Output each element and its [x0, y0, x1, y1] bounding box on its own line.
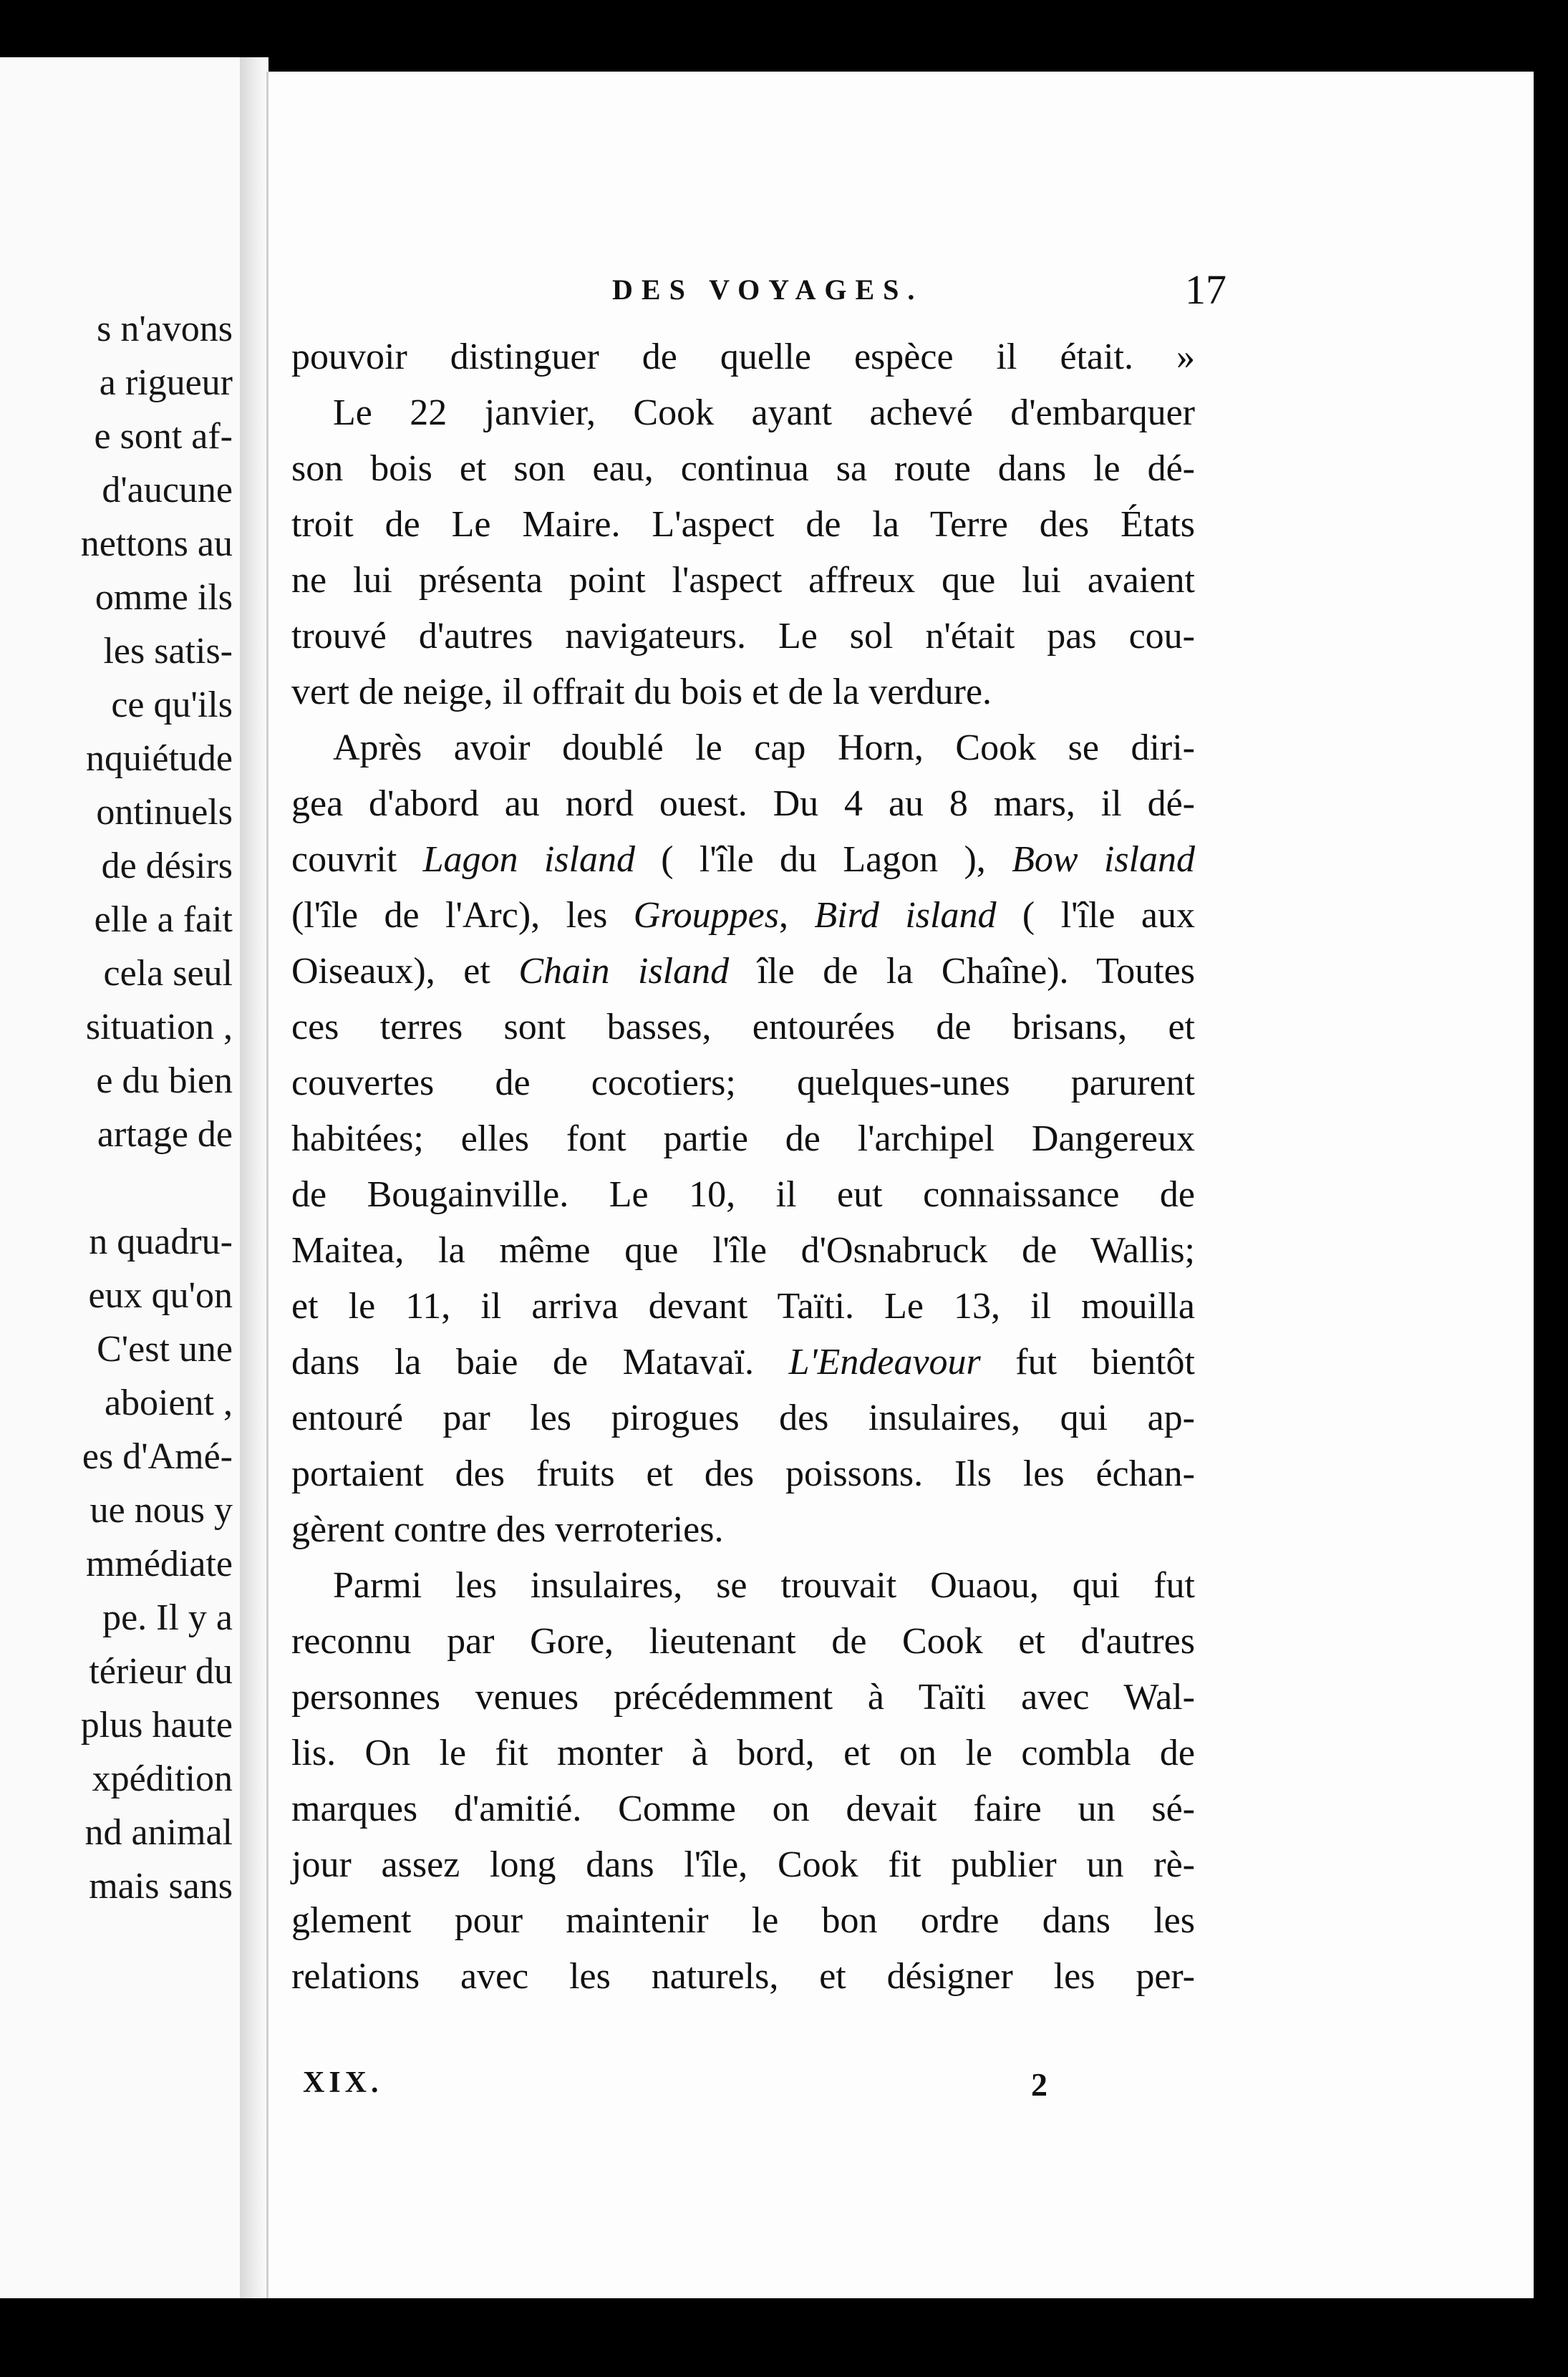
previous-page-line: ce qu'ils	[111, 684, 233, 725]
text-segment: pouvoir distinguer de quelle espèce il était. »	[291, 337, 1195, 377]
text-line	[291, 1502, 1195, 1558]
text-segment: personnes venues précédemment à Taïti avec Wal-	[291, 1677, 1195, 1718]
previous-page-line: ontinuels	[96, 792, 233, 833]
italic-ship-name: L'Endeavour	[788, 1342, 981, 1383]
text-segment: ne lui présenta point l'aspect affreux que lui avaient	[291, 560, 1195, 601]
previous-page-line: artage de	[97, 1114, 233, 1155]
previous-page-line: a rigueur	[99, 362, 233, 403]
text-segment: Maitea, la même que l'île d'Osnabruck de Wallis;	[291, 1230, 1195, 1271]
text-segment: fut bientôt	[980, 1342, 1196, 1383]
text-segment: jour assez long dans l'île, Cook fit publier un rè-	[291, 1844, 1195, 1885]
text-line	[291, 441, 1195, 497]
text-line	[291, 329, 1195, 385]
gathering-number: 2	[1031, 2066, 1047, 2103]
text-line	[291, 1335, 1195, 1390]
text-segment: couvertes de cocotiers; quelques-unes parurent	[291, 1062, 1195, 1103]
previous-page-line: nettons au	[80, 523, 233, 564]
text-segment: marques d'amitié. Comme on devait faire un sé-	[291, 1788, 1195, 1829]
text-line	[291, 1279, 1195, 1335]
text-line	[291, 776, 1195, 832]
text-segment: (l'île de l'Arc), les	[291, 895, 634, 936]
text-line	[291, 1446, 1195, 1502]
text-line	[291, 1055, 1195, 1111]
previous-page-line: eux qu'on	[88, 1275, 233, 1316]
text-segment: trouvé d'autres navigateurs. Le sol n'était pas cou-	[291, 616, 1195, 657]
text-segment: ,	[778, 895, 815, 936]
text-line	[291, 1670, 1195, 1725]
previous-page-line: omme ils	[95, 577, 233, 618]
text-segment: Après avoir doublé le cap Horn, Cook se diri-	[333, 727, 1195, 768]
text-line	[291, 832, 1195, 888]
previous-page-line: pe. Il y a	[102, 1597, 233, 1638]
text-segment: troit de Le Maire. L'aspect de la Terre des États	[291, 504, 1195, 545]
previous-page-fragment	[0, 57, 240, 2298]
previous-page-line: de désirs	[101, 846, 233, 886]
text-line	[291, 664, 1195, 720]
previous-page-line: d'aucune	[102, 470, 233, 510]
previous-page-line: ue nous y	[89, 1490, 233, 1531]
text-line	[291, 1949, 1195, 2005]
text-segment: portaient des fruits et des poissons. Ils les échan-	[291, 1453, 1195, 1494]
text-segment: dans la baie de Matavaï.	[291, 1342, 789, 1383]
text-line	[291, 385, 1195, 441]
previous-page-line: cela seul	[103, 953, 233, 994]
text-segment: vert de neige, il offrait du bois et de la verdure.	[291, 672, 992, 712]
italic-island-name: Lagon island	[422, 839, 635, 880]
text-line	[291, 1725, 1195, 1781]
italic-island-name: Chain island	[518, 951, 730, 992]
text-line	[291, 1837, 1195, 1893]
text-segment: île de la Chaîne). Toutes	[729, 951, 1195, 992]
previous-page-line: C'est une	[97, 1329, 233, 1370]
text-line	[291, 999, 1195, 1055]
previous-page-line: nd animal	[84, 1812, 233, 1853]
text-segment: lis. On le fit monter à bord, et on le combla de	[291, 1733, 1195, 1773]
signature-mark: XIX.	[303, 2066, 383, 2099]
text-segment: entouré par les pirogues des insulaires, qui ap-	[291, 1398, 1195, 1438]
italic-island-name: Grouppes	[633, 895, 779, 936]
text-line	[291, 720, 1195, 776]
text-segment: gea d'abord au nord ouest. Du 4 au 8 mars, il dé-	[291, 783, 1195, 824]
text-segment: gèrent contre des verroteries.	[291, 1509, 724, 1550]
previous-page-line: les satis-	[103, 631, 233, 672]
previous-page-line: e du bien	[96, 1060, 233, 1101]
text-segment: reconnu par Gore, lieutenant de Cook et d'autres	[291, 1621, 1195, 1662]
text-line	[291, 1614, 1195, 1670]
text-line	[291, 1167, 1195, 1223]
text-line	[291, 497, 1195, 553]
previous-page-line: elle a fait	[94, 899, 233, 940]
italic-island-name: Bird island	[814, 895, 997, 936]
previous-page-line: mais sans	[89, 1866, 233, 1907]
previous-page-line: e sont af-	[94, 416, 233, 457]
current-page	[266, 72, 1534, 2298]
text-line	[291, 1893, 1195, 1949]
running-head-title: DES VOYAGES.	[612, 273, 924, 306]
previous-page-line: mmédiate	[85, 1544, 233, 1584]
text-segment: son bois et son eau, continua sa route dans le dé-	[291, 448, 1195, 489]
previous-page-line: xpédition	[92, 1758, 233, 1799]
text-segment: ( l'île aux	[996, 895, 1195, 936]
text-segment: ( l'île du Lagon ),	[634, 839, 1012, 880]
previous-page-line: s n'avons	[97, 309, 233, 349]
previous-page-line: térieur du	[89, 1651, 233, 1692]
previous-page-line: plus haute	[80, 1705, 233, 1746]
text-line	[291, 1111, 1195, 1167]
previous-page-line: situation ,	[85, 1007, 233, 1047]
previous-page-line: n quadru-	[89, 1221, 233, 1262]
text-segment: de Bougainville. Le 10, il eut connaissance de	[291, 1174, 1195, 1215]
text-line	[291, 1781, 1195, 1837]
previous-page-line: aboient ,	[104, 1383, 233, 1423]
text-line	[291, 609, 1195, 664]
running-head	[268, 265, 1536, 315]
text-line	[291, 888, 1195, 944]
text-line	[291, 1390, 1195, 1446]
text-segment: Le 22 janvier, Cook ayant achevé d'embarquer	[333, 392, 1195, 433]
page-number: 17	[1185, 266, 1226, 313]
text-segment: Parmi les insulaires, se trouvait Ouaou, qui fut	[333, 1565, 1195, 1606]
italic-island-name: Bow island	[1012, 839, 1195, 880]
text-line	[291, 553, 1195, 609]
previous-page-line: es d'Amé-	[82, 1436, 233, 1477]
text-segment: glement pour maintenir le bon ordre dans les	[291, 1900, 1195, 1941]
text-line	[291, 1223, 1195, 1279]
text-line	[291, 1558, 1195, 1614]
previous-page-line: nquiétude	[85, 738, 233, 779]
text-segment: et le 11, il arriva devant Taïti. Le 13, il mouilla	[291, 1286, 1195, 1327]
book-gutter	[240, 57, 268, 2298]
text-segment: couvrit	[291, 839, 423, 880]
text-segment: Oiseaux), et	[291, 951, 519, 992]
text-line	[291, 944, 1195, 999]
text-segment: ces terres sont basses, entourées de brisans, et	[291, 1007, 1195, 1047]
text-segment: habitées; elles font partie de l'archipel Dangereux	[291, 1118, 1195, 1159]
text-segment: relations avec les naturels, et désigner les per-	[291, 1956, 1195, 1997]
